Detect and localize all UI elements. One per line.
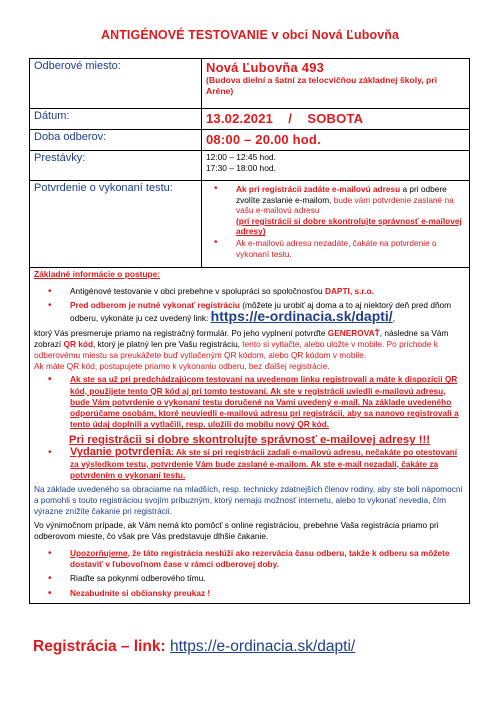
row-breaks — [30, 151, 470, 181]
value-place — [202, 59, 470, 109]
value-date — [202, 109, 470, 130]
info-list-4 — [34, 548, 465, 599]
generate-word: GENEROVAŤ — [327, 327, 380, 338]
info-cell — [30, 268, 470, 604]
break-2: 17:30 – 18:00 hod. — [206, 163, 276, 173]
row-date — [30, 109, 470, 130]
info-paragraph-family: Na základe uvedeného sa obraciame na mladších, resp. technicky zdatnejších členov rodiny, aby ste boli nápomocní a pomohli s touto registráciou svojím príbuzným, ktorý nemajú možnosť internetu, alebo to vykonať nevedia, čím výrazne znížite čakanie pri registrácii. — [34, 484, 463, 517]
value-breaks — [202, 151, 470, 181]
hours-value: 08:00 – 20.00 hod. — [206, 132, 321, 147]
info-item-dapti-text: Antigénové testovanie v obci prebehne v spolupráci so spoločnosťou — [70, 286, 325, 296]
info-paragraph-qr — [34, 328, 465, 362]
issuing-heading: Vydanie potvrdenia — [70, 446, 172, 459]
confirmation-list — [206, 184, 465, 259]
info-paragraph-have-qr: Ak máte QR kód, postupujete priamo k vykonaniu odberu, bez ďalšej registrácie. — [34, 361, 330, 372]
break-1: 12:00 – 12:45 hod. — [206, 152, 276, 162]
info-paragraph-exception: Vo výnimočnom prípade, ak Vám nemá kto pomôcť s online registráciou, prebehne Vaša registrácia priamo pri odberovom mieste, čo však pre Vás predstavuje dlhšie čakanie. — [34, 519, 439, 541]
confirm-email-result: bude vám potvrdenie zaslané na vašu e-mailovú adresu — [236, 194, 454, 216]
value-confirmation — [202, 181, 470, 268]
registration-label: Registrácia – link: — [33, 638, 166, 655]
email-check-banner: Pri registrácii si dobre skontrolujte správnosť e-mailovej adresy !!! — [68, 434, 431, 447]
label-breaks: Prestávky: — [30, 151, 202, 181]
confirmation-item-no-email: • Ak e-mailovú adresu nezadáte, čakáte na potvrdenie o vykonaní testu. — [236, 238, 465, 259]
place-address: Nová Ľubovňa 493 — [206, 60, 325, 75]
qr-code-word: QR kód — [63, 338, 94, 349]
p1-e: , ktorý je platný len pre Vašu registráciu, — [93, 338, 243, 349]
label-confirmation: Potvrdenie o vykonaní testu: — [30, 181, 202, 268]
place-note: (Budova dielní a šatní za telocvičňou základnej školy, pri Aréne) — [206, 75, 437, 96]
registration-line — [33, 638, 355, 656]
label-hours: Doba odberov: — [30, 130, 202, 151]
row-confirmation — [30, 181, 470, 268]
warning-word: Upozorňujeme — [70, 548, 128, 559]
company-name: DAPTI, s.r.o. — [324, 286, 374, 296]
p1-a: ktorý Vás presmeruje priamo na registračný formulár. Po jeho vyplnení potvrďte — [34, 327, 328, 338]
p1-c: , následne sa Vám zobrazí — [34, 327, 449, 349]
date-value: 13.02.2021 / SOBOTA — [206, 111, 364, 126]
registration-link[interactable]: https://e-ordinacia.sk/dapti/ — [169, 638, 356, 655]
registration-required: Pred odberom je nutné vykonať registráciu — [70, 300, 240, 311]
value-hours — [202, 130, 470, 151]
confirmation-item-email — [236, 184, 465, 237]
info-item-id-card: • Nezabudnite si občiansky preukaz ! — [70, 588, 465, 599]
confirm-email-mid: a pri odbere zvolíte zaslanie e-mailom, — [236, 184, 447, 205]
warning-text: , že táto registrácia neslúži ako rezervácia času odberu, takže k odberu sa môžete dostaviť v ľubovoľnom čase v rámci odberovej doby. — [70, 548, 450, 570]
info-item-team: • Riaďte sa pokynmi odberového tímu. — [70, 573, 465, 584]
document-title: ANTIGÉNOVÉ TESTOVANIE v obci Nová Ľubovňa — [100, 28, 400, 42]
row-hours — [30, 130, 470, 151]
label-date: Dátum: — [30, 109, 202, 130]
info-table — [29, 58, 470, 604]
registration-comma: , — [392, 313, 396, 324]
info-item-previous: • Ak ste sa už pri predchádzajúcom testovaní na uvedenom linku registrovali a máte k dispozícii QR kód, použijete tento QR kód aj pri tomto testovaní. Ak ste v registrácii uviedli e-mailovú adresu, bude Vám potvrdenie o vykonaní testu doručené na Vami uvedený e-mail. Na základe uvedeného odporúčame osobám, ktoré neuviedli e-mailovú adresu pri registrácii, aby sa nanovo registrovali a tento údaj doplnili a vytlačili, resp. uložili do mobilu nový QR kód. — [70, 374, 465, 430]
confirm-email-lead: Ak pri registrácii zadáte e-mailovú adresu — [236, 184, 401, 194]
info-list-3 — [34, 447, 465, 481]
info-item-issuing — [70, 447, 465, 481]
confirm-email-check: (pri registrácii si dobre skontrolujte správnosť e-mailovej adresy) — [236, 215, 462, 237]
info-item-dapti — [70, 286, 465, 297]
registration-detail: (môžete ju urobiť aj doma a to aj niektorý deň pred dňom odberu, vykonáte ju cez uvedený link: — [70, 300, 452, 324]
info-list-2 — [34, 374, 465, 430]
issuing-text: : Ak ste si pri registrácii zadali e-mailovú adresu, nečakáte po otestovaní za výsledkom testu, potvrdenie Vám bude zaslané e-mailom. Ak ste e-mail nezadali, čakáte za potvrdením o vykonaní testu. — [70, 447, 458, 480]
row-place — [30, 59, 470, 109]
p1-f: tento si vytlačte, alebo uložte v mobile. Po príchode k odberovému miestu sa preukážete buď vytlačeným QR kódom, alebo QR kódom v mobile. — [34, 338, 438, 361]
label-place: Odberové miesto: — [30, 59, 202, 109]
info-item-registration — [70, 300, 465, 324]
info-list-1 — [34, 286, 465, 325]
info-item-warning — [70, 548, 465, 570]
registration-link-inline[interactable]: https://e-ordinacia.sk/dapti/ — [210, 308, 393, 325]
row-info — [30, 268, 470, 604]
info-heading: Základné informácie o postupe: — [34, 269, 161, 279]
